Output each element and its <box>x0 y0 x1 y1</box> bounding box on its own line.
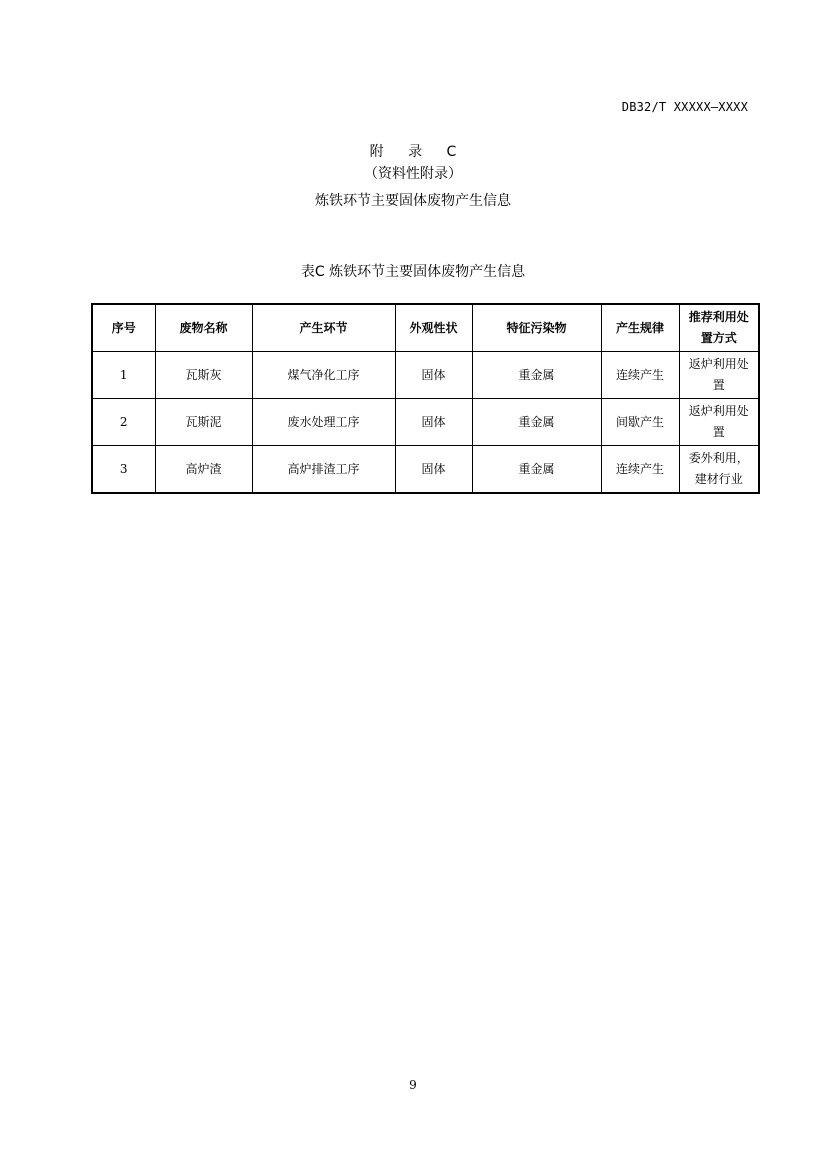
column-header-process-stage: 产生环节 <box>252 304 395 352</box>
cell-index: 2 <box>92 399 155 446</box>
column-header-pollutants: 特征污染物 <box>472 304 601 352</box>
cell-appearance: 固体 <box>395 352 472 399</box>
column-header-waste-name: 废物名称 <box>155 304 252 352</box>
cell-process-stage: 高炉排渣工序 <box>252 446 395 494</box>
table-row <box>92 352 759 399</box>
cell-generation-pattern: 连续产生 <box>601 446 679 494</box>
column-header-disposal-method: 推荐利用处置方式 <box>679 304 759 352</box>
cell-waste-name: 瓦斯泥 <box>155 399 252 446</box>
table-header-row <box>92 304 759 352</box>
cell-process-stage: 废水处理工序 <box>252 399 395 446</box>
cell-pollutants: 重金属 <box>472 352 601 399</box>
table-row <box>92 446 759 494</box>
appendix-title: 炼铁环节主要固体废物产生信息 <box>315 193 511 209</box>
table-caption: 表C 炼铁环节主要固体废物产生信息 <box>300 264 526 280</box>
cell-index: 3 <box>92 446 155 494</box>
cell-process-stage: 煤气净化工序 <box>252 352 395 399</box>
cell-appearance: 固体 <box>395 399 472 446</box>
cell-pollutants: 重金属 <box>472 399 601 446</box>
cell-generation-pattern: 间歇产生 <box>601 399 679 446</box>
cell-waste-name: 瓦斯灰 <box>155 352 252 399</box>
cell-disposal-method: 返炉利用处置 <box>679 399 759 446</box>
column-header-generation-pattern: 产生规律 <box>601 304 679 352</box>
column-header-appearance: 外观性状 <box>395 304 472 352</box>
cell-index: 1 <box>92 352 155 399</box>
cell-waste-name: 高炉渣 <box>155 446 252 494</box>
cell-pollutants: 重金属 <box>472 446 601 494</box>
table-row <box>92 399 759 446</box>
document-code: DB32/T XXXXX—XXXX <box>621 100 748 114</box>
appendix-label: 附 录 C <box>369 144 467 160</box>
cell-disposal-method: 返炉利用处置 <box>679 352 759 399</box>
cell-disposal-method: 委外利用，建材行业 <box>679 446 759 494</box>
column-header-index: 序号 <box>92 304 155 352</box>
page-number: 9 <box>409 1078 417 1092</box>
appendix-kind: （资料性附录） <box>364 166 462 182</box>
cell-appearance: 固体 <box>395 446 472 494</box>
waste-info-table <box>91 303 760 494</box>
cell-generation-pattern: 连续产生 <box>601 352 679 399</box>
